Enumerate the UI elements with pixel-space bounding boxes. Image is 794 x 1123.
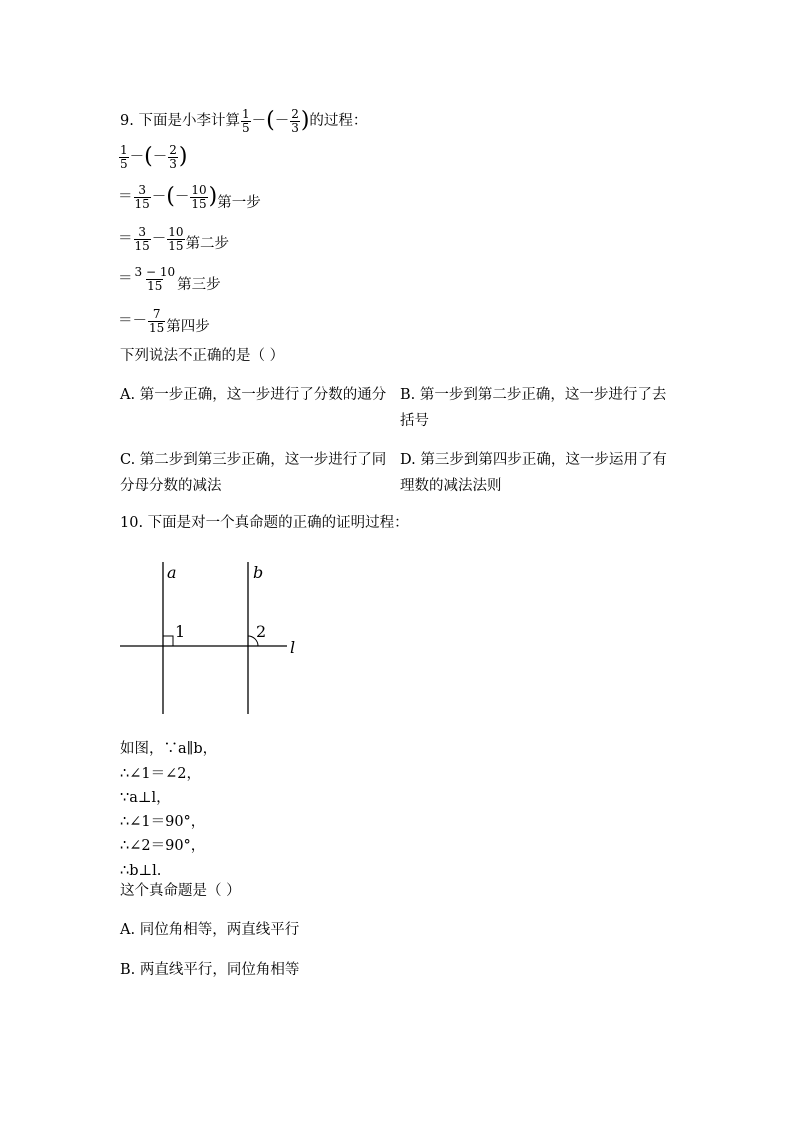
label-angle2: 2 xyxy=(256,622,267,641)
q9-expression: $\frac{1}{5}$ － ( － $\frac{2}{3}$ ) xyxy=(120,143,188,171)
label-angle1: 1 xyxy=(175,622,186,641)
q9-step2-label: 第二步 xyxy=(185,235,230,252)
q9-step1-label: 第一步 xyxy=(217,195,261,211)
q9-option-a[interactable]: A. 第一步正确，这一步进行了分数的通分 xyxy=(120,387,387,403)
q10-stem: 10. 下面是对一个真命题的正确的证明过程： xyxy=(120,515,409,531)
right-angle-mark xyxy=(163,636,173,646)
q10-option-a[interactable]: A. 同位角相等，两直线平行 xyxy=(120,922,300,938)
label-a: a xyxy=(167,563,177,582)
q9-stem-suffix: 的过程： xyxy=(309,112,368,129)
label-b: b xyxy=(253,563,264,582)
q10-proof-4: ∴∠1＝90°， xyxy=(120,814,206,830)
q10-proof-2: ∴∠1＝∠2， xyxy=(120,766,201,782)
q10-option-b[interactable]: B. 两直线平行，同位角相等 xyxy=(120,962,300,978)
q9-stem-frac2: $\frac{2}{3}$ xyxy=(291,107,299,135)
q9-stem-prefix: 9. 下面是小李计算 xyxy=(120,112,240,129)
q9-option-d[interactable]: D. 第三步到第四步正确，这一步运用了有理数的减法法则 xyxy=(400,452,667,494)
q9-option-b[interactable]: B. 第一步到第二步正确，这一步进行了去括号 xyxy=(400,387,667,429)
q9-option-c[interactable]: C. 第二步到第三步正确，这一步进行了同分母分数的减法 xyxy=(120,452,387,494)
q9-step1: ＝ $\frac{3}{15}$ － ( － $\frac{10}{15}$ ) 第一步 xyxy=(118,183,261,211)
q10-figure xyxy=(115,557,315,717)
label-l: l xyxy=(290,638,296,657)
q10-question: 这个真命题是（ ） xyxy=(120,883,241,899)
q9-step4: ＝ － $\frac{7}{15}$ 第四步 xyxy=(118,307,210,335)
q10-proof-6: ∴b⊥l. xyxy=(120,863,162,879)
q10-proof-3: ∵a⊥l， xyxy=(120,790,171,806)
q10-proof-5: ∴∠2＝90°， xyxy=(120,838,206,854)
q9-step2: ＝ $\frac{3}{15}$ － $\frac{10}{15}$ 第二步 xyxy=(118,225,230,253)
q9-stem: 9. 下面是小李计算 $\frac{1}{5}$ － ( － $\frac{2}{3}$ ) 的过程： xyxy=(120,107,368,135)
q9-step4-label: 第四步 xyxy=(166,319,210,335)
q9-stem-frac1: $\frac{1}{5}$ xyxy=(241,107,250,135)
q9-step3-label: 第三步 xyxy=(177,277,221,293)
q9-question: 下列说法不正确的是（ ） xyxy=(120,348,285,364)
q10-proof-1: 如图，∵a∥b， xyxy=(120,741,218,757)
q9-step3: ＝ $\frac{3 - 10}{15}$ 第三步 xyxy=(118,265,221,293)
